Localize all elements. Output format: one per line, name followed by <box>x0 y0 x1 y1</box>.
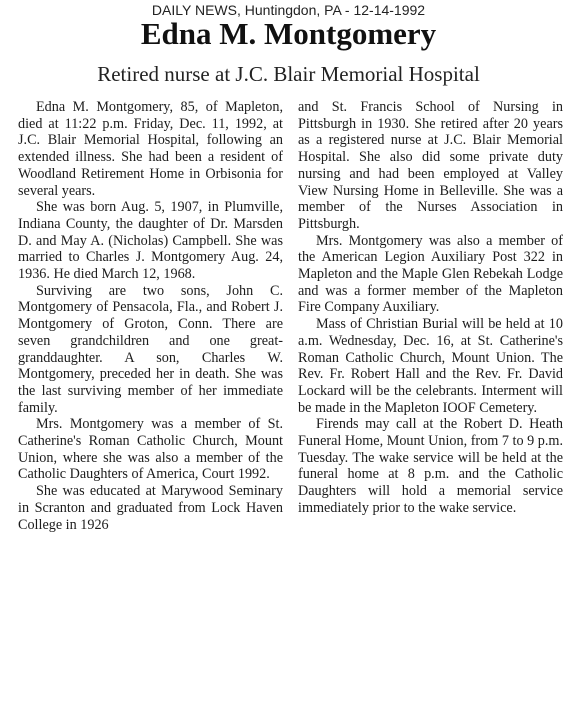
subheadline: Retired nurse at J.C. Blair Memorial Hospital <box>97 62 480 86</box>
paragraph: Mrs. Montgomery was also a member of the American Legion Auxiliary Post 322 in Mapleton and the Maple Glen Rebekah Lodge and was a former member of the Mapleton Fire Company Auxiliary. <box>298 232 563 316</box>
headline: Edna M. Montgomery <box>140 16 437 51</box>
paragraph: Mass of Christian Burial will be held at 10 a.m. Wednesday, Dec. 16, at St. Catherine's Roman Catholic Church, Mount Union. The Rev. Fr. Robert Hall and the Rev. Fr. David Lockard will be the celebrants. Interment will be made in the Mapleton IOOF Cemetery. <box>298 316 563 416</box>
paragraph: Mrs. Montgomery was a member of St. Catherine's Roman Catholic Church, Mount Union, where she was also a member of the Catholic Daughters of America, Court 1992. <box>18 416 283 483</box>
left-column <box>18 99 283 533</box>
paragraph: She was educated at Marywood Seminary in Scranton and graduated from Lock Haven College in 1926 <box>18 483 283 533</box>
right-column <box>298 99 563 517</box>
paragraph: Edna M. Montgomery, 85, of Mapleton, died at 11:22 p.m. Friday, Dec. 11, 1992, at J.C. Blair Memorial Hospital, following an extended illness. She had been a resident of Woodland Retirement Home in Orbisonia for several years. <box>18 99 283 199</box>
paragraph: She was born Aug. 5, 1907, in Plumville, Indiana County, the daughter of Dr. Marsden D. and May A. (Nicholas) Campbell. She was married to Charles J. Montgomery Aug. 24, 1936. He died March 12, 1968. <box>18 199 283 283</box>
paragraph-continuation: and St. Francis School of Nursing in Pittsburgh in 1930. She retired after 20 years as a registered nurse at J.C. Blair Memorial Hospital. She also did some private duty nursing and had been employed at Valley View Nursing Home in Belleville. She was a member of the Nurses Association in Pittsburgh. <box>298 99 563 232</box>
paragraph: Firends may call at the Robert D. Heath Funeral Home, Mount Union, from 7 to 9 p.m. Tuesday. The wake service will be held at the funeral home at 8 p.m. and the Catholic Daughters will hold a memorial service immediately prior to the wake service. <box>298 416 563 516</box>
source-line: DAILY NEWS, Huntingdon, PA - 12-14-1992 <box>151 2 426 18</box>
paragraph: Surviving are two sons, John C. Montgomery of Pensacola, Fla., and Robert J. Montgomery of Groton, Conn. There are seven grandchildren and one great-granddaughter. A son, Charles W. Montgomery, preceded her in death. She was the last surviving member of her immediate family. <box>18 282 283 416</box>
